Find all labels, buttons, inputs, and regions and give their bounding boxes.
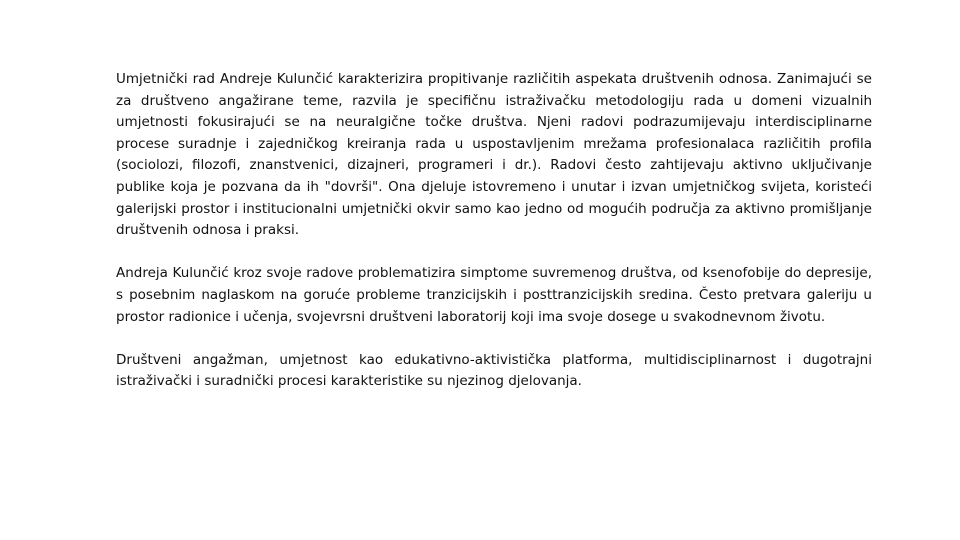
paragraph-1: Umjetnički rad Andreje Kulunčić karakterizira propitivanje različitih aspekata društvenih odnosa. Zanimajući se za društveno angažirane teme, razvila je specifičnu istraživačku metodologiju rada u domeni vizualnih umjetnosti fokusirajući se na neuralgične točke društva. Njeni radovi podrazumijevaju interdisciplinarne procese suradnje i zajedničkog kreiranja rada u uspostavljenim mrežama profesionalaca različitih profila (sociolozi, filozofi, znanstvenici, dizajneri, programeri i dr.). Radovi često zahtijevaju aktivno uključivanje publike koja je pozvana da ih "dovrši". Ona djeluje istovremeno i unutar i izvan umjetničkog svijeta, koristeći galerijski prostor i institucionalni umjetnički okvir samo kao jedno od mogućih područja za aktivno promišljanje društvenih odnosa i praksi. bbox=[116, 71, 872, 239]
text-block bbox=[116, 69, 872, 415]
paragraph-2: Andreja Kulunčić kroz svoje radove problematizira simptome suvremenog društva, od ksenofobije do depresije, s posebnim naglaskom na goruće probleme tranzicijskih i posttranzicijskih sredina. Često pretvara galeriju u prostor radionice i učenja, svojevrsni društveni laboratorij koji ima svoje dosege u svakodnevnom životu. bbox=[116, 265, 872, 325]
paragraph-3: Društveni angažman, umjetnost kao edukativno-aktivistička platforma, multidisciplinarnost i dugotrajni istraživački i suradnički procesi karakteristike su njezinog djelovanja. bbox=[116, 351, 872, 390]
